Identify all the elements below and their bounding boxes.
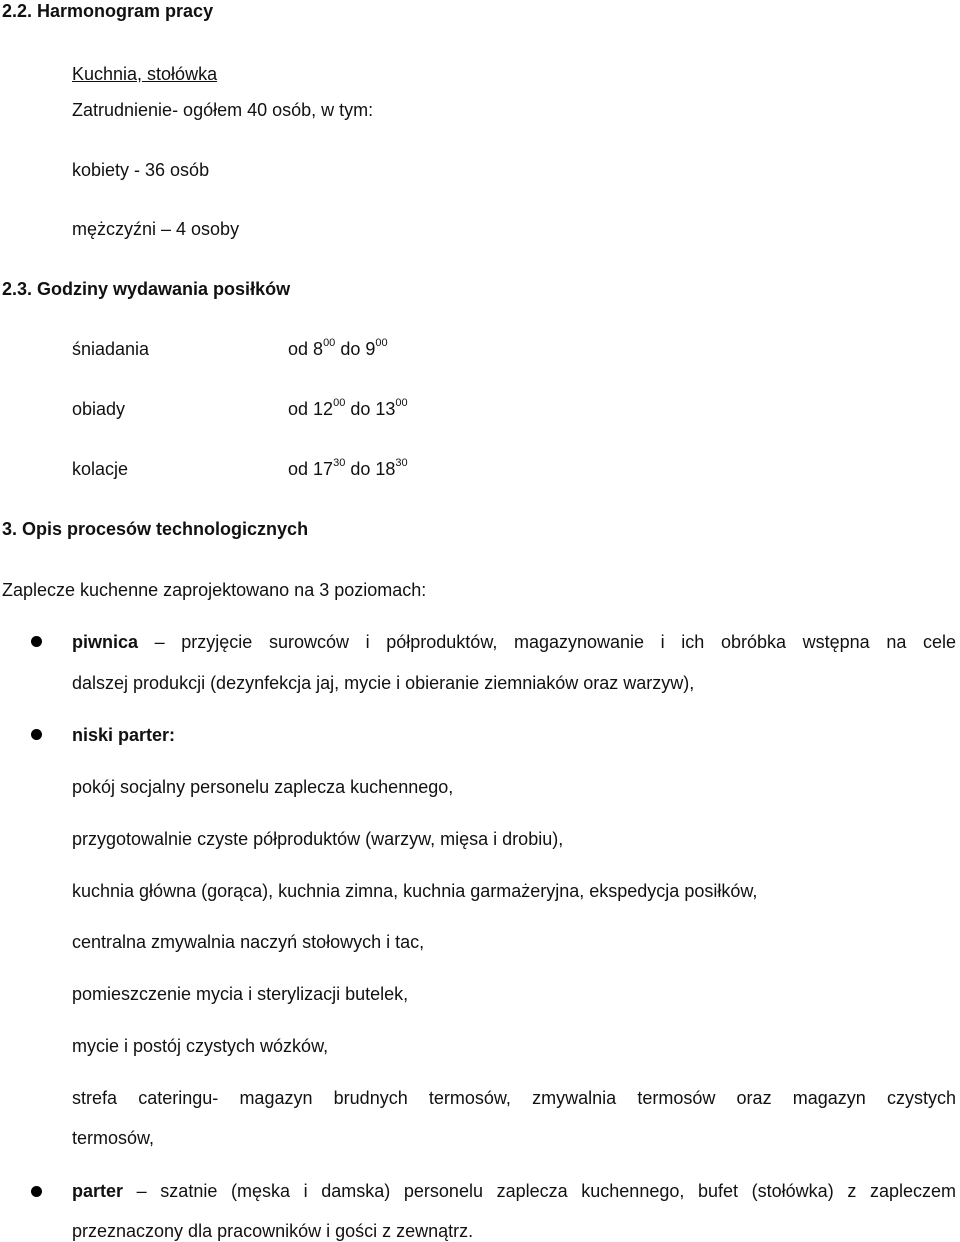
level-parter-line1: parter – szatnie (męska i damska) personelu zaplecza kuchennego, bufet (stołówka) z zapleczem bbox=[72, 1181, 956, 1201]
employment-total: Zatrudnienie- ogółem 40 osób, w tym: bbox=[72, 100, 374, 120]
section-heading-3: 3. Opis procesów technologicznych bbox=[2, 519, 309, 539]
meal-name: kolacje bbox=[72, 459, 129, 479]
list-item: przygotowalnie czyste półproduktów (warzyw, mięsa i drobiu), bbox=[72, 829, 564, 849]
meal-hours: od $17^{30}$ do $18^{30}$ bbox=[288, 457, 408, 479]
employment-place: Kuchnia, stołówka bbox=[72, 64, 218, 84]
meal-row-supper bbox=[72, 457, 408, 480]
employment-women: kobiety - 36 osób bbox=[72, 160, 210, 180]
meal-row-breakfast bbox=[72, 337, 388, 360]
level-parter-line2: przeznaczony dla pracowników i gości z zewnątrz. bbox=[72, 1221, 474, 1241]
meal-hours: od $12^{00}$ do $13^{00}$ bbox=[288, 397, 408, 419]
level-niski-parter-label: niski parter: bbox=[72, 725, 176, 745]
employment-men: mężczyźni – 4 osoby bbox=[72, 219, 240, 239]
section-heading-2-3: 2.3. Godziny wydawania posiłków bbox=[2, 279, 291, 299]
meal-hours: od $8^{00}$ do $9^{00}$ bbox=[288, 337, 388, 359]
meal-row-lunch bbox=[72, 397, 408, 420]
bullet-icon bbox=[31, 636, 42, 647]
bullet-icon bbox=[31, 1186, 42, 1197]
level-piwnica-line2: dalszej produkcji (dezynfekcja jaj, mycie i obieranie ziemniaków oraz warzyw), bbox=[72, 673, 695, 693]
list-item: mycie i postój czystych wózków, bbox=[72, 1036, 329, 1056]
meal-name: obiady bbox=[72, 399, 126, 419]
bullet-icon bbox=[31, 729, 42, 740]
list-item: pokój socjalny personelu zaplecza kuchennego, bbox=[72, 777, 454, 797]
list-item: centralna zmywalnia naczyń stołowych i tac, bbox=[72, 932, 425, 952]
section-heading-2-2: 2.2. Harmonogram pracy bbox=[2, 1, 214, 21]
meal-name: śniadania bbox=[72, 339, 150, 359]
list-item: strefa cateringu- magazyn brudnych termosów, zmywalnia termosów oraz magazyn czystych bbox=[72, 1088, 956, 1108]
level-piwnica-line1: piwnica – przyjęcie surowców i półproduktów, magazynowanie i ich obróbka wstępna na cele bbox=[72, 632, 956, 652]
list-item: pomieszczenie mycia i sterylizacji butelek, bbox=[72, 984, 409, 1004]
level-label: parter bbox=[72, 1181, 124, 1201]
level-label: piwnica bbox=[72, 632, 139, 652]
section-intro: Zaplecze kuchenne zaprojektowano na 3 poziomach: bbox=[2, 580, 427, 600]
list-item: kuchnia główna (gorąca), kuchnia zimna, kuchnia garmażeryjna, ekspedycja posiłków, bbox=[72, 881, 758, 901]
list-item-continuation: termosów, bbox=[72, 1128, 155, 1148]
